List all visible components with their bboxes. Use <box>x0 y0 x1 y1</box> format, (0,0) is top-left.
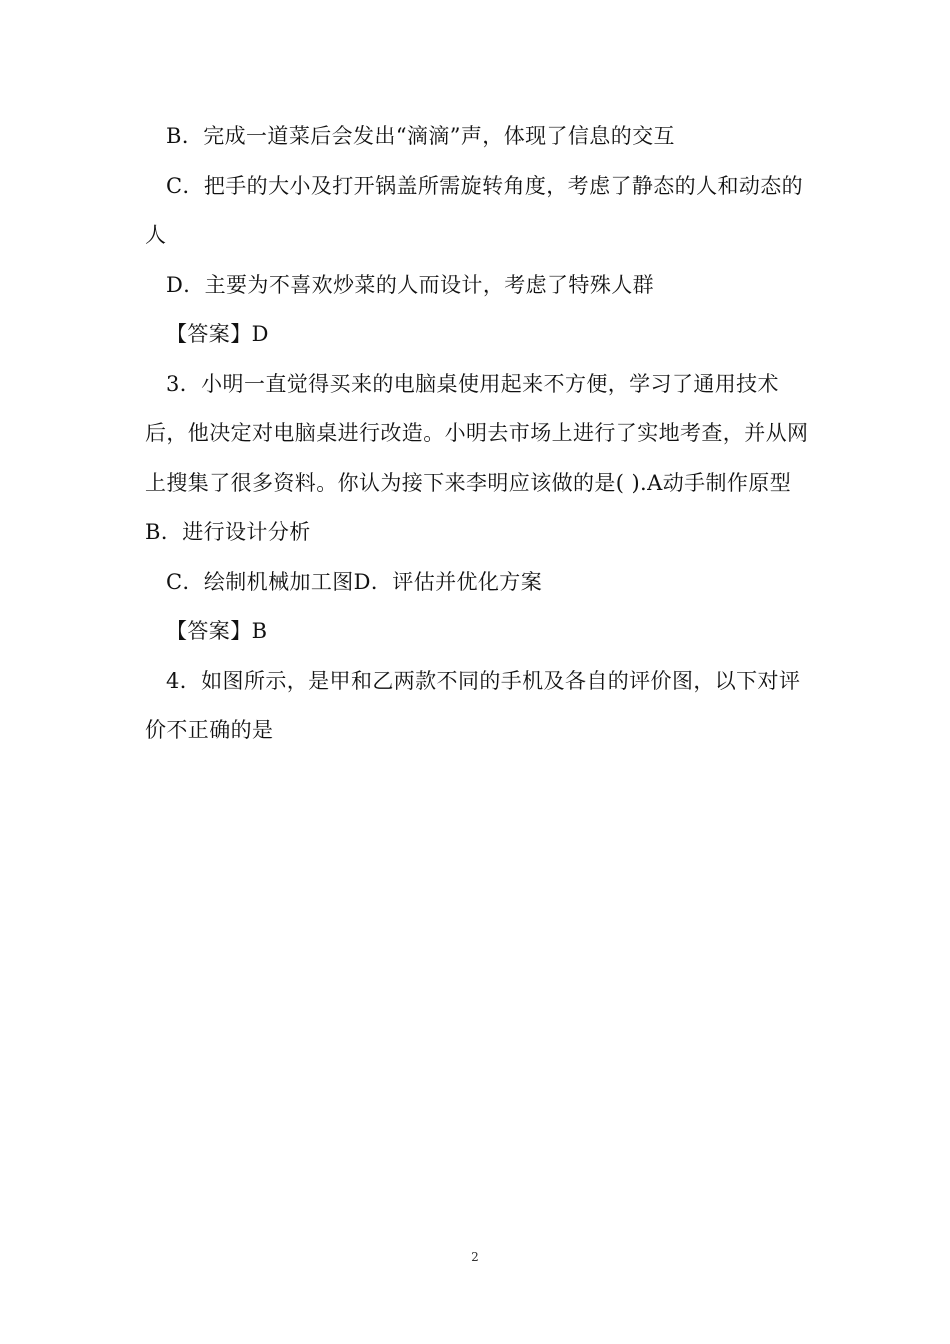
option-d-paragraph: D．主要为不喜欢炒菜的人而设计，考虑了特殊人群 <box>166 272 655 297</box>
answer-paragraph-q3: 【答案】B <box>166 619 268 643</box>
question-3-options-paragraph: C．绘制机械加工图D．评估并优化方案 <box>166 569 543 594</box>
document-body <box>145 112 810 756</box>
question-4-paragraph: 4．如图所示，是甲和乙两款不同的手机及各自的评价图，以下对评价不正确的是 <box>145 668 801 742</box>
answer-paragraph-q2: 【答案】D <box>166 322 269 346</box>
page-number: 2 <box>471 1250 479 1264</box>
option-b-paragraph: B．完成一道菜后会发出“滴滴”声，体现了信息的交互 <box>166 124 675 148</box>
question-3-paragraph: 3．小明一直觉得买来的电脑桌使用起来不方便，学习了通用技术后，他决定对电脑桌进行改造。小明去市场上进行了实地考查，并从网上搜集了很多资料。你认为接下来李明应该做的是( ).A动手制作原型B．进行设计分析 <box>145 371 809 544</box>
option-c-paragraph: C．把手的大小及打开锅盖所需旋转角度，考虑了静态的人和动态的人 <box>145 173 804 247</box>
